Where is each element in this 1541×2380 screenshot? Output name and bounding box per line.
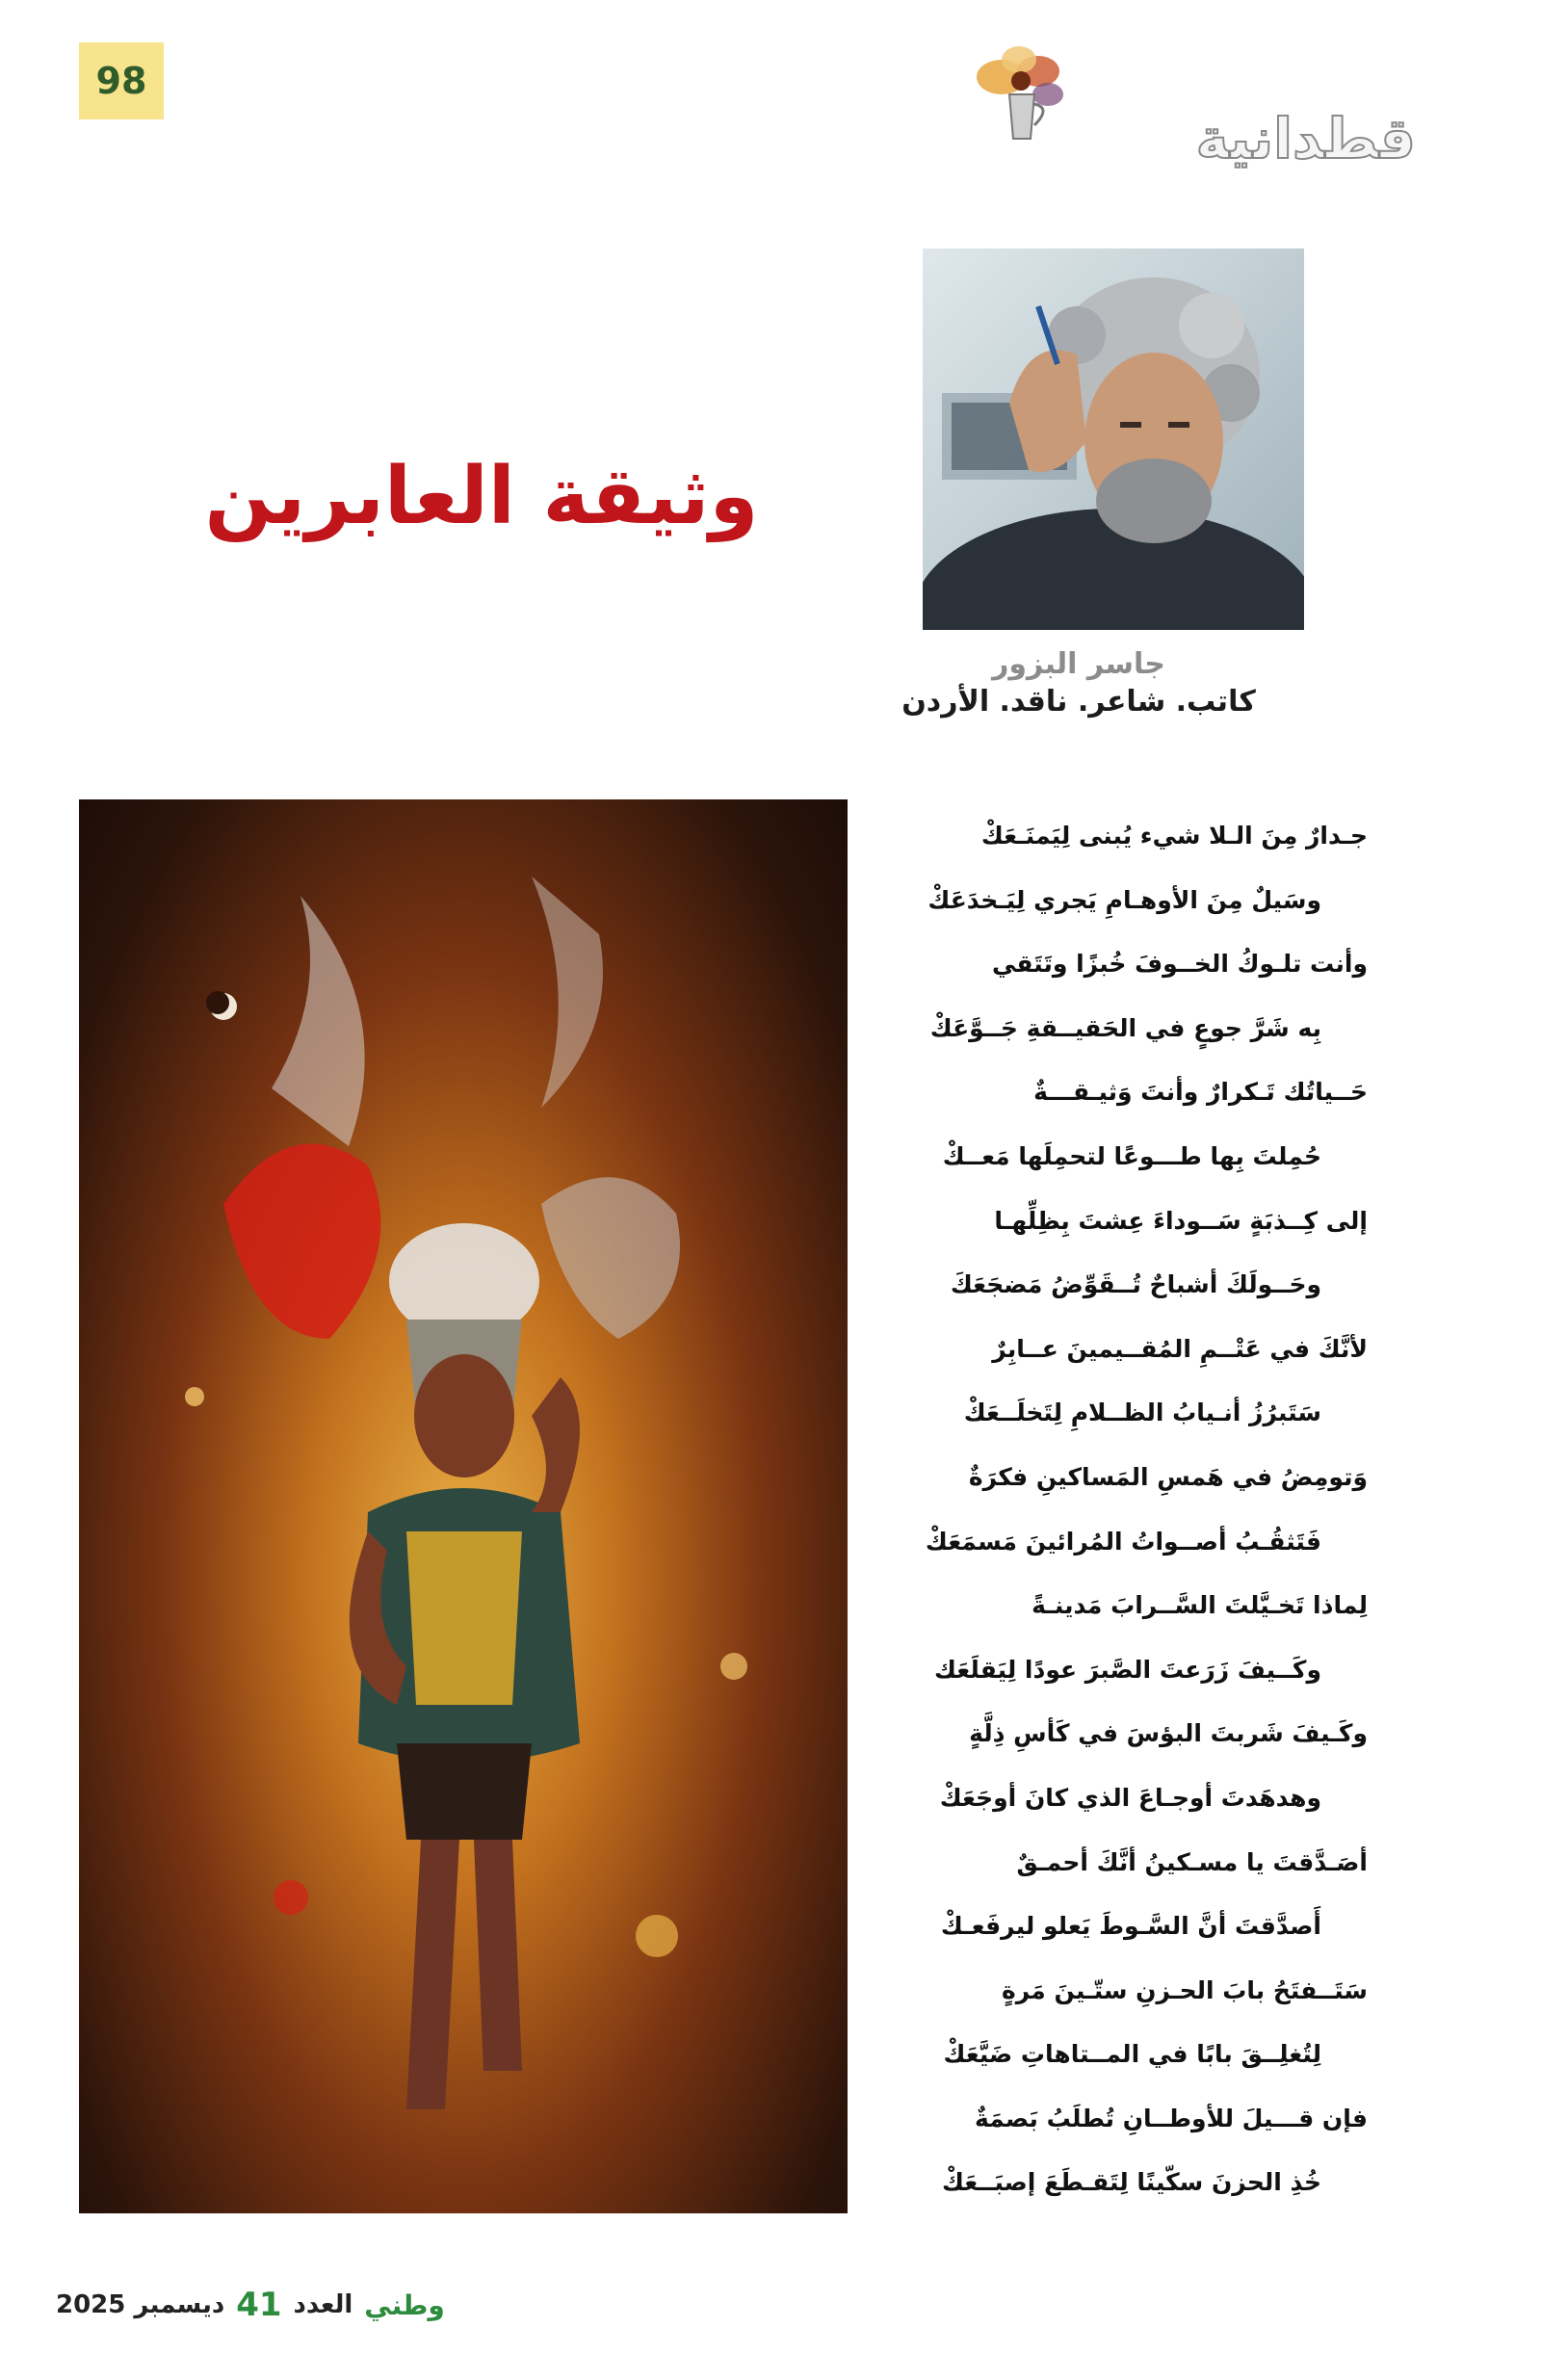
author-portrait-illustration [923,248,1304,630]
author-byline [867,647,1291,719]
poem-line: وحَــولَكَ أشباحٌ تُــقَوِّضُ مَضجَعَكَ [950,1270,1321,1299]
poem-line: أصَـدَّقتَ يا مسـكينُ أنَّكَ أحمـقٌ [1016,1847,1368,1876]
footer-brand: وطني [364,2288,445,2321]
poem-line: حَــياتُك تَـكرارٌ وأنتَ وَثيـقـــةٌ [1033,1078,1368,1107]
poem-line: وسَيلٌ مِنَ الأوهـامِ يَجري لِيَـخدَعَكْ [927,885,1321,914]
poem-line: خُذِ الحزنَ سكّينًا لِتَقـطَعَ إصبَــعَكْ [941,2168,1321,2197]
author-name: جاسر البزور [992,647,1165,681]
poem-line: وكَــيفَ زَرَعتَ الصَّبرَ عودًا لِيَقلَعَك [934,1655,1321,1684]
poem-line: بِه شَرَّ جوعٍ في الحَقيــقةِ جَــوَّعَكْ [929,1013,1321,1042]
author-role: كاتب. شاعر. ناقد. الأردن [901,685,1256,719]
page-number [79,42,164,119]
poem-line: سَتَــفتَحُ بابَ الحـزنِ ستّـينَ مَرةٍ [1001,1975,1368,2004]
poem-line: وَتومِضُ في هَمسِ المَساكينِ فكرَةٌ [968,1462,1368,1491]
poem-line: فإن قـــيلَ للأوطــانِ تُطلَبُ بَصمَةٌ [974,2104,1368,2132]
poem-line: فَتَثقُـبُ أصــواتُ المُرائينَ مَسمَعَكْ [925,1527,1321,1556]
poem-line: وهدهَدتَ أوجـاعَ الذي كانَ أوجَعَكْ [939,1783,1321,1812]
poem-line: لأنَّكَ في عَتْــمِ المُقــيمينَ عــابِرٌ [992,1334,1368,1363]
poem-title: وثيقة العابرين [204,451,759,542]
section-header [857,39,1416,173]
poem-text [886,804,1368,2215]
poem-line: حُمِلتَ بِها طـــوعًا لتحمِلَها مَعــكْ [942,1141,1321,1170]
author-portrait [923,248,1304,630]
page-footer [56,2281,445,2329]
footer-issue-number: 41 [236,2286,282,2324]
poem-line: سَتَبرُزُ أنـيابُ الظــلامِ لِتَخلَــعَكْ [963,1399,1321,1427]
poem-line: أَصدَّقتَ أنَّ السَّـوطَ يَعلو ليرفَعـكْ [940,1912,1321,1941]
footer-date: ديسمبر 2025 [56,2290,225,2319]
footer-issue-label: العدد [293,2290,353,2319]
floral-ornament-icon [963,39,1079,144]
page-number-text: 98 [95,60,147,102]
poem-line: لِتُغلِــقَ بابًا في المــتاهاتِ ضَيَّعَكْ [943,2040,1321,2069]
poem-line: جـدارٌ مِنَ الـلا شيء يُبنى لِيَمنَـعَكْ [980,822,1368,850]
artwork-illustration [79,799,848,2213]
poem-line: وأنت تلـوكُ الخــوفَ خُبزًا وتَتَقي [991,950,1368,979]
poem-line: إلى كِــذبَةٍ سَــوداءَ عِشتَ بِظِلِّهـا [994,1206,1368,1235]
poem-artwork [79,799,848,2213]
poem-line: لِماذا تَخـيَّلتَ السَّــرابَ مَدينـةً [1032,1591,1368,1620]
poem-line: وكَـيفَ شَربتَ البؤسَ في كَأسِ ذِلَّةٍ [969,1719,1368,1748]
section-title: قطدانية [1195,106,1416,171]
